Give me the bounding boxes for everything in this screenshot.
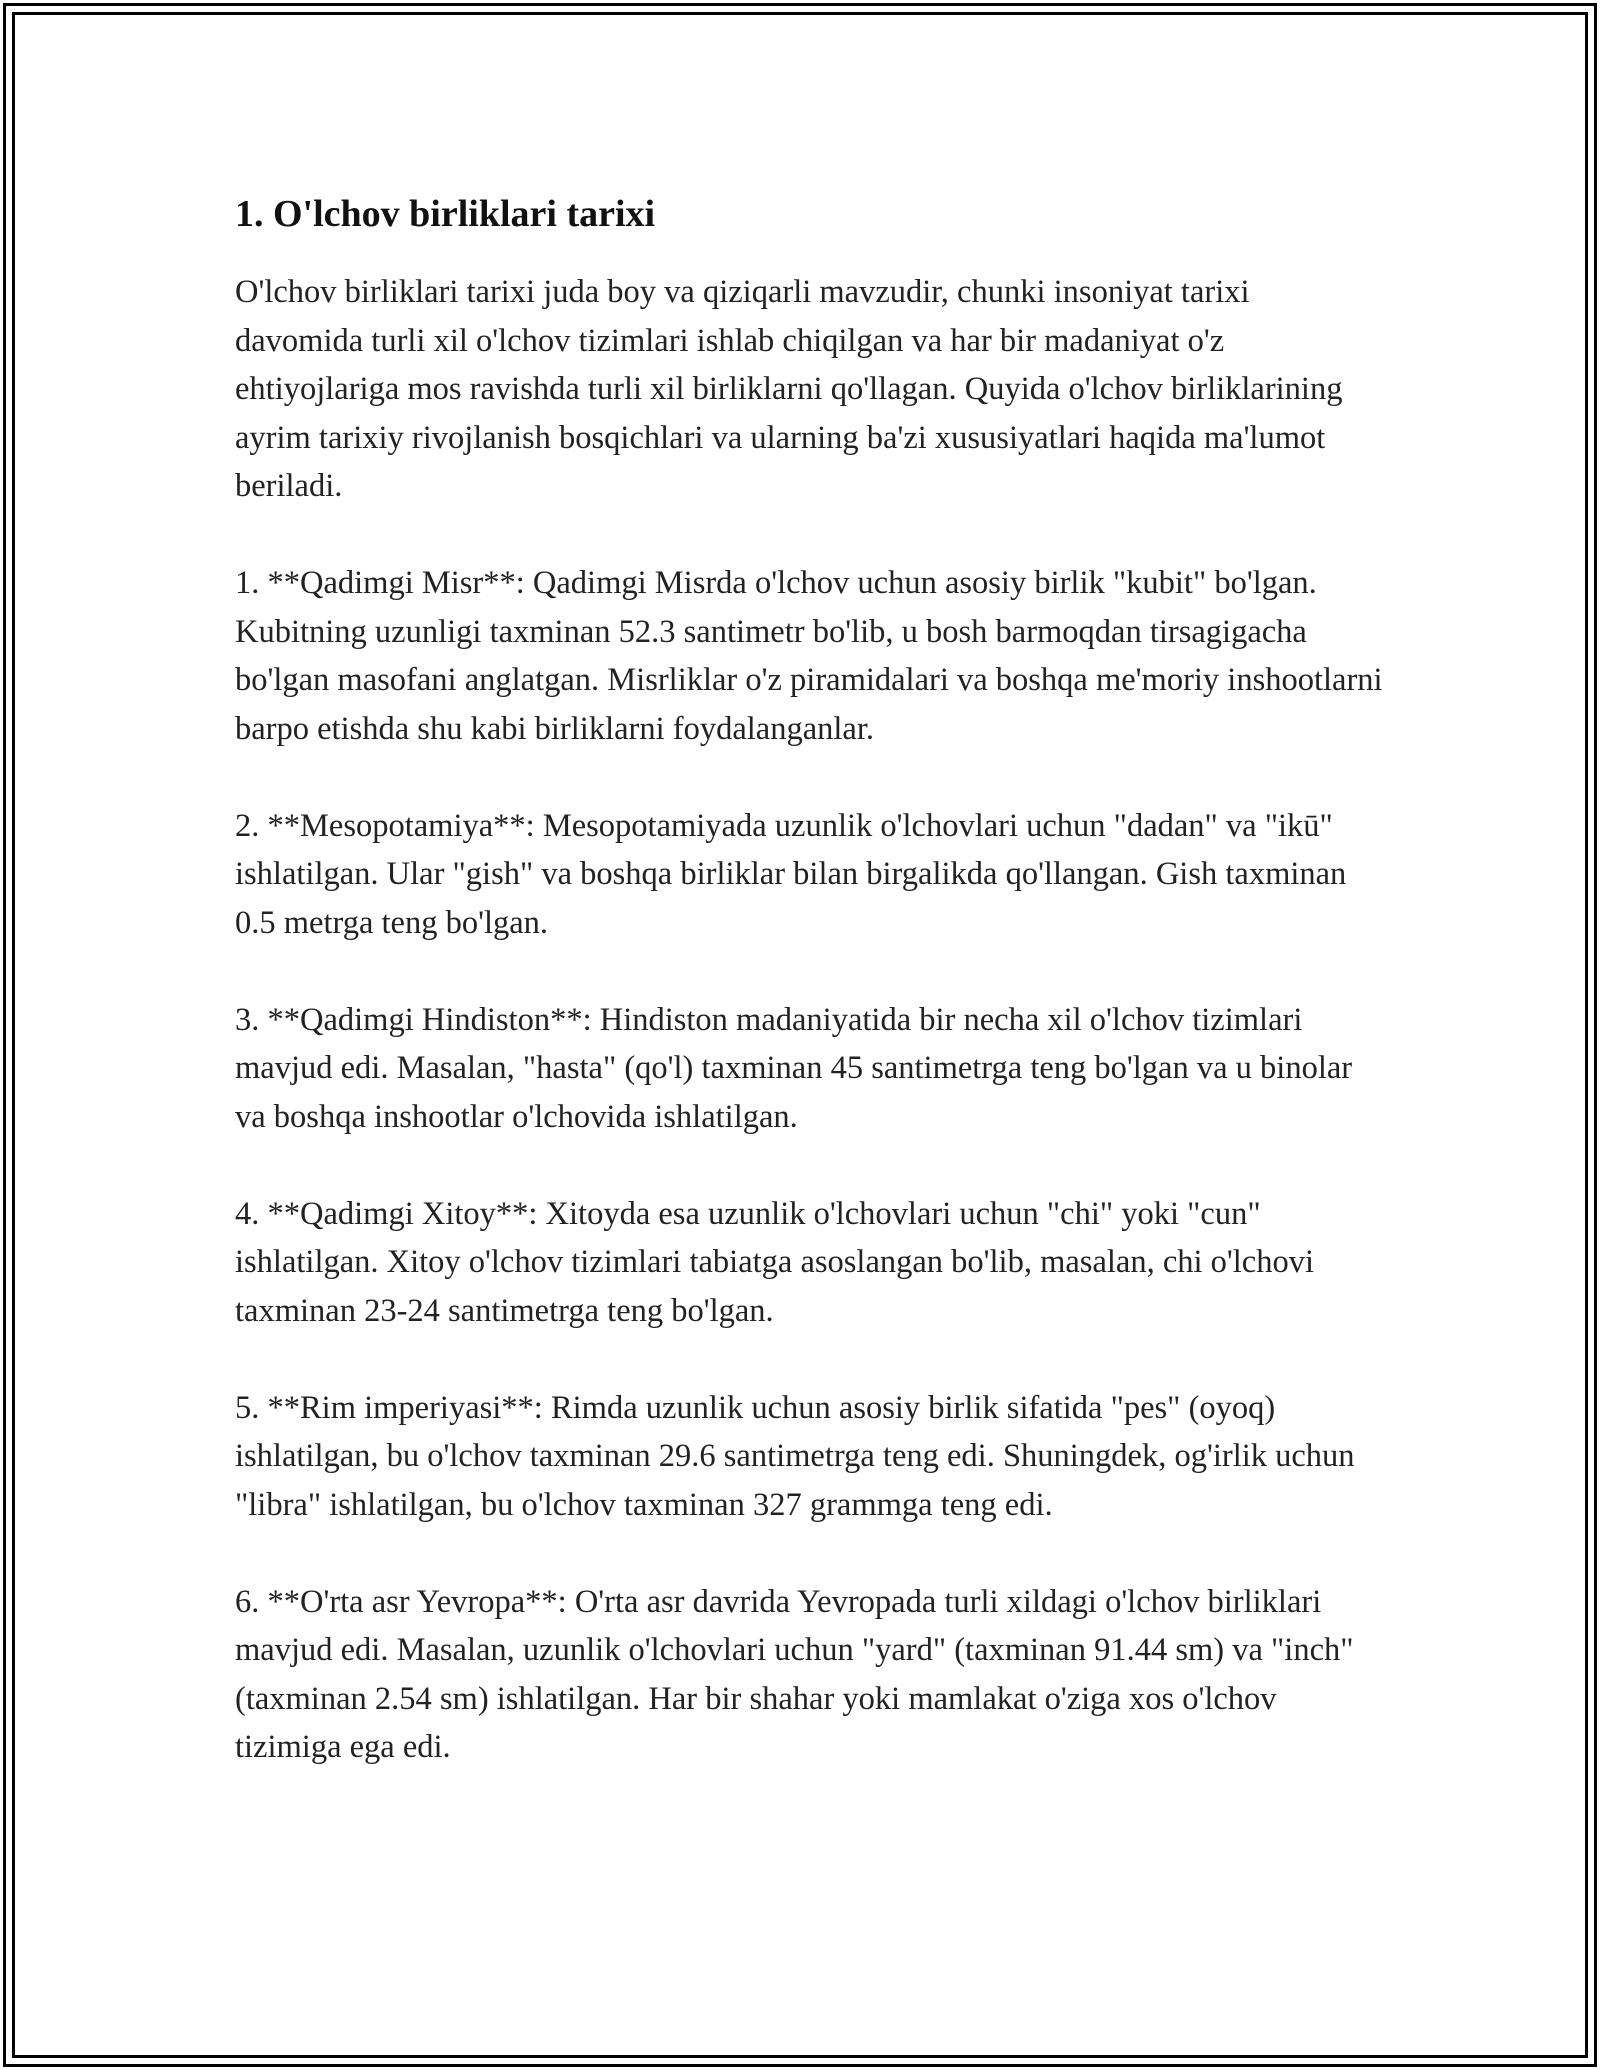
document-body	[235, 188, 1385, 1820]
list-item-mesopotamia: 2. **Mesopotamiya**: Mesopotamiyada uzunlik o'lchovlari uchun "dadan" va "ikū" ishlatilgan. Ular "gish" va boshqa birliklar bilan birgalikda qo'llangan. Gish taxminan 0.5 metrga teng bo'lgan.	[235, 807, 1347, 941]
list-item-egypt: 1. **Qadimgi Misr**: Qadimgi Misrda o'lchov uchun asosiy birlik "kubit" bo'lgan. Kubitning uzunligi taxminan 52.3 santimetr bo'lib, u bosh barmoqdan tirsagigacha bo'lgan masofani anglatgan. Misrliklar o'z piramidalari va boshqa me'moriy inshootlarni barpo etishda shu kabi birliklarni foydalanganlar.	[235, 565, 1383, 747]
list-item-china: 4. **Qadimgi Xitoy**: Xitoyda esa uzunlik o'lchovlari uchun "chi" yoki "cun" ishlatilgan. Xitoy o'lchov tizimlari tabiatga asoslangan bo'lib, masalan, chi o'lchovi taxminan 23-24 santimetrga teng bo'lgan.	[235, 1195, 1314, 1329]
list-item-medieval-europe: 6. **O'rta asr Yevropa**: O'rta asr davrida Yevropada turli xildagi o'lchov birliklari mavjud edi. Masalan, uzunlik o'lchovlari uchun "yard" (taxminan 91.44 sm) va "inch" (taxminan 2.54 sm) ishlatilgan. Har bir shahar yoki mamlakat o'ziga xos o'lchov tizimiga ega edi.	[235, 1583, 1354, 1765]
intro-paragraph: O'lchov birliklari tarixi juda boy va qiziqarli mavzudir, chunki insoniyat tarixi davomida turli xil o'lchov tizimlari ishlab chiqilgan va har bir madaniyat o'z ehtiyojlariga mos ravishda turli xil birliklarni qo'llagan. Quyida o'lchov birliklarining ayrim tarixiy rivojlanish bosqichlari va ularning ba'zi xususiyatlari haqida ma'lumot beriladi.	[235, 274, 1343, 504]
document-title: 1. O'lchov birliklari tarixi	[235, 193, 656, 235]
list-item-india: 3. **Qadimgi Hindiston**: Hindiston madaniyatida bir necha xil o'lchov tizimlari mavjud edi. Masalan, "hasta" (qo'l) taxminan 45 santimetrga teng bo'lgan va u binolar va boshqa inshootlar o'lchovida ishlatilgan.	[235, 1001, 1353, 1135]
list-item-rome: 5. **Rim imperiyasi**: Rimda uzunlik uchun asosiy birlik sifatida "pes" (oyoq) ishlatilgan, bu o'lchov taxminan 29.6 santimetrga teng edi. Shuningdek, og'irlik uchun "libra" ishlatilgan, bu o'lchov taxminan 327 grammga teng edi.	[235, 1389, 1355, 1523]
